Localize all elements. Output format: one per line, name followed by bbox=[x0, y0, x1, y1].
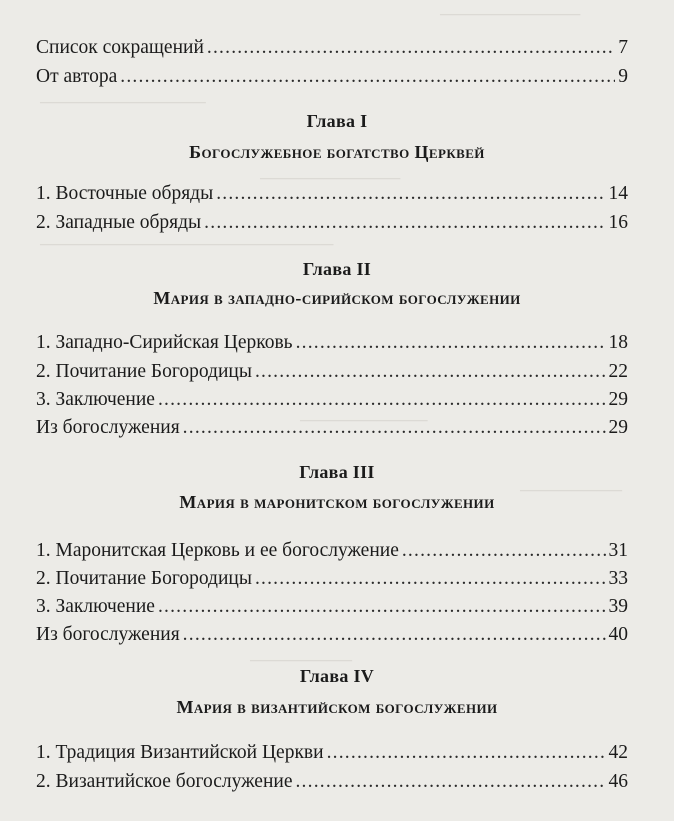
chapter-title: Мария в византийском богослужении bbox=[176, 697, 498, 717]
dot-leader bbox=[158, 595, 606, 619]
toc-entry-title: Из богослужения bbox=[36, 417, 180, 438]
toc-entry-page: 9 bbox=[618, 66, 628, 87]
toc-entry-title: 2. Почитание Богородицы bbox=[36, 568, 252, 589]
toc-entry-page: 22 bbox=[608, 361, 628, 382]
toc-entry bbox=[36, 412, 628, 440]
toc-entry bbox=[36, 32, 628, 60]
dot-leader bbox=[120, 65, 615, 89]
toc-entry-title: 2. Западные обряды bbox=[36, 212, 202, 233]
dot-leader bbox=[255, 360, 606, 384]
toc-entry-page: 7 bbox=[618, 37, 628, 58]
toc-entry bbox=[36, 61, 628, 89]
bleed-through: ──────── bbox=[520, 480, 623, 500]
toc-entry bbox=[36, 737, 628, 765]
toc-entry bbox=[36, 384, 628, 412]
toc-entry-title: 3. Заключение bbox=[36, 596, 155, 617]
toc-entry bbox=[36, 356, 628, 384]
toc-entry-title: Из богослужения bbox=[36, 624, 180, 645]
dot-leader bbox=[402, 539, 606, 563]
toc-entry-page: 46 bbox=[608, 771, 628, 792]
toc-entry-title: 2. Византийское богослужение bbox=[36, 771, 293, 792]
dot-leader bbox=[158, 388, 606, 412]
toc-entry-title: От автора bbox=[36, 66, 118, 87]
toc-entry bbox=[36, 766, 628, 794]
toc-entry-title: 3. Заключение bbox=[36, 389, 155, 410]
toc-entry-page: 40 bbox=[608, 624, 628, 645]
dot-leader bbox=[204, 211, 605, 235]
toc-entry-title: 1. Западно-Сирийская Церковь bbox=[36, 332, 293, 353]
toc-entry bbox=[36, 327, 628, 355]
toc-entry bbox=[36, 535, 628, 563]
dot-leader bbox=[183, 623, 606, 647]
dot-leader bbox=[327, 741, 606, 765]
chapter-label: Глава II bbox=[302, 259, 372, 279]
dot-leader bbox=[183, 416, 606, 440]
chapter-label: Глава I bbox=[306, 111, 368, 131]
toc-entry bbox=[36, 207, 628, 235]
toc-entry-page: 18 bbox=[608, 332, 628, 353]
chapter-label: Глава III bbox=[299, 462, 375, 482]
toc-entry-page: 29 bbox=[608, 389, 628, 410]
dot-leader bbox=[295, 770, 605, 794]
toc-entry-page: 14 bbox=[608, 183, 628, 204]
toc-entry-title: 1. Традиция Византийской Церкви bbox=[36, 742, 324, 763]
toc-entry bbox=[36, 178, 628, 206]
chapter-title: Богослужебное богатство Церквей bbox=[189, 142, 485, 162]
toc-entry-page: 42 bbox=[608, 742, 628, 763]
toc-entry-page: 31 bbox=[608, 540, 628, 561]
bleed-through: ───────────── bbox=[40, 92, 206, 112]
dot-leader bbox=[255, 567, 606, 591]
toc-entry bbox=[36, 563, 628, 591]
bleed-through: ─────────── bbox=[440, 4, 581, 24]
chapter-title: Мария в западно-сирийском богослужении bbox=[153, 288, 521, 308]
bleed-through: ─────────── bbox=[260, 168, 401, 188]
toc-entry bbox=[36, 619, 628, 647]
dot-leader bbox=[207, 36, 615, 60]
chapter-label: Глава IV bbox=[299, 666, 375, 686]
toc-entry-title: 1. Маронитская Церковь и ее богослужение bbox=[36, 540, 399, 561]
bleed-through: ─────────────────────── bbox=[40, 234, 334, 254]
toc-entry-title: Список сокращений bbox=[36, 37, 204, 58]
toc-entry-title: 2. Почитание Богородицы bbox=[36, 361, 252, 382]
chapter-title: Мария в маронитском богослужении bbox=[179, 492, 495, 512]
toc-entry-page: 16 bbox=[608, 212, 628, 233]
bleed-through: ────────── bbox=[300, 410, 428, 430]
toc-entry-title: 1. Восточные обряды bbox=[36, 183, 214, 204]
toc-entry-page: 33 bbox=[608, 568, 628, 589]
bleed-through: ──────── bbox=[250, 650, 353, 670]
toc-entry bbox=[36, 591, 628, 619]
toc-entry-page: 29 bbox=[608, 417, 628, 438]
toc-entry-page: 39 bbox=[608, 596, 628, 617]
dot-leader bbox=[216, 182, 605, 206]
dot-leader bbox=[296, 331, 606, 355]
